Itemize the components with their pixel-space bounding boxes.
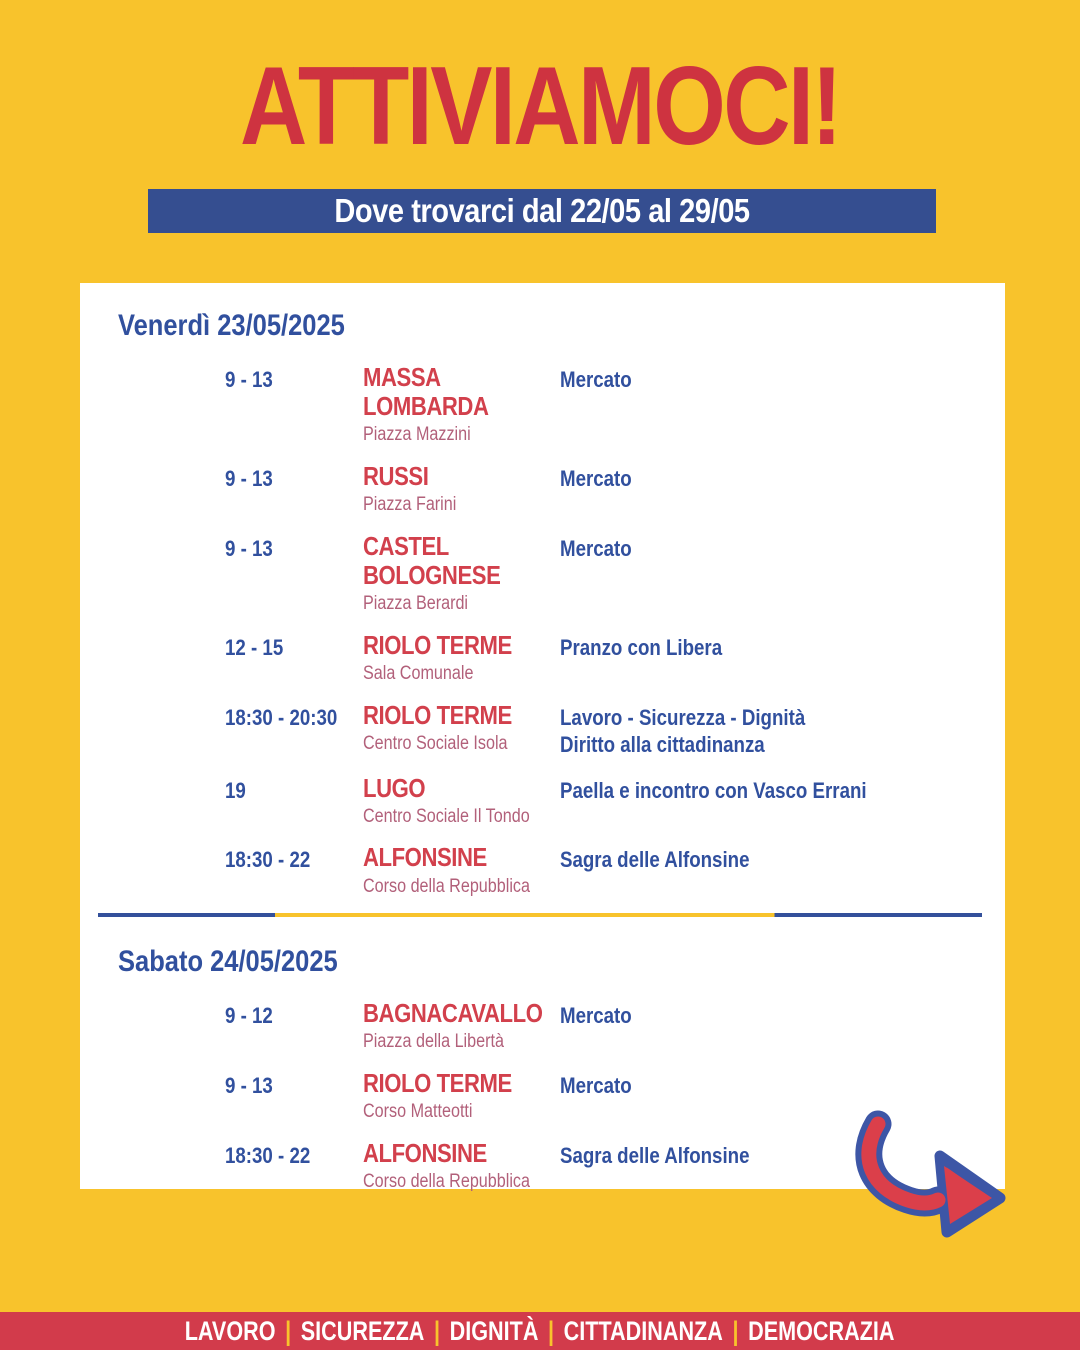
city-location: Centro Sociale Isola <box>363 732 508 754</box>
event-city <box>363 363 560 447</box>
event-city <box>363 462 560 517</box>
event-city <box>363 774 560 829</box>
event-city <box>363 532 560 616</box>
event-description-line: Mercato <box>560 535 632 561</box>
event-time: 12 - 15 <box>225 634 284 660</box>
event-time: 9 - 13 <box>225 1073 273 1099</box>
city-name: RIOLO TERME <box>363 1068 512 1099</box>
event-description-line: Paella e incontro con Vasco Errani <box>560 777 867 803</box>
city-name: ALFONSINE <box>363 1138 487 1169</box>
city-name: RIOLO TERME <box>363 699 512 730</box>
event-time: 9 - 12 <box>225 1003 273 1029</box>
event-description-line: Lavoro - Sicurezza - Dignità <box>560 704 806 730</box>
city-name: MASSA LOMBARDA <box>363 362 489 422</box>
event-description-line: Sagra delle Alfonsine <box>560 847 750 873</box>
footer-item: DIGNITÀ <box>450 1315 539 1346</box>
day-header: Sabato 24/05/2025 <box>118 945 338 979</box>
section-divider <box>98 913 982 917</box>
event-description <box>560 701 938 759</box>
event-row <box>225 631 1005 686</box>
city-location: Corso Matteotti <box>363 1101 473 1123</box>
city-location: Corso della Repubblica <box>363 1171 530 1193</box>
poster-title: ATTIVIAMOCI! <box>240 44 840 168</box>
event-description <box>560 631 938 686</box>
event-city <box>363 843 560 898</box>
city-location: Corso della Repubblica <box>363 875 530 897</box>
event-row <box>225 462 1005 517</box>
city-name: CASTEL BOLOGNESE <box>363 530 501 591</box>
event-city <box>363 1139 560 1194</box>
city-name: BAGNACAVALLO <box>363 998 543 1029</box>
event-city <box>363 631 560 686</box>
footer-separator: | <box>548 1315 555 1346</box>
event-time: 9 - 13 <box>225 367 273 392</box>
footer-bar <box>0 1312 1080 1350</box>
event-row <box>225 532 1005 616</box>
event-description-line: Diritto alla cittadinanza <box>560 731 765 757</box>
event-description <box>560 532 938 616</box>
event-city <box>363 701 560 759</box>
footer-separator: | <box>732 1315 739 1346</box>
city-name: LUGO <box>363 772 426 803</box>
footer-item: DEMOCRAZIA <box>748 1315 895 1346</box>
city-location: Piazza Farini <box>363 494 457 516</box>
subtitle-text: Dove trovarci dal 22/05 al 29/05 <box>334 192 750 229</box>
event-description-line: Mercato <box>560 1003 632 1029</box>
event-row <box>225 843 1005 898</box>
curved-arrow-icon <box>850 1110 1018 1240</box>
event-description <box>560 363 938 447</box>
subtitle-banner <box>148 189 936 233</box>
city-location: Sala Comunale <box>363 663 474 685</box>
event-description <box>560 462 938 517</box>
city-location: Piazza Mazzini <box>363 424 471 446</box>
event-description <box>560 843 938 898</box>
footer-item: CITTADINANZA <box>564 1315 724 1346</box>
day-section <box>80 309 1005 898</box>
footer-slogan <box>185 1316 895 1347</box>
event-time: 18:30 - 22 <box>225 1143 311 1169</box>
event-time: 18:30 - 22 <box>225 847 311 873</box>
event-description <box>560 999 938 1054</box>
footer-item: LAVORO <box>185 1315 276 1346</box>
event-row <box>225 701 1005 759</box>
event-time: 18:30 - 20:30 <box>225 704 338 730</box>
footer-separator: | <box>434 1315 441 1346</box>
city-location: Piazza della Libertà <box>363 1031 504 1053</box>
event-city <box>363 999 560 1054</box>
event-description <box>560 774 938 829</box>
event-description-line: Mercato <box>560 466 632 492</box>
event-time: 9 - 13 <box>225 535 273 561</box>
event-description-line: Mercato <box>560 1073 632 1099</box>
city-location: Piazza Berardi <box>363 593 469 615</box>
schedule-card <box>80 283 1005 1193</box>
days-container <box>80 309 1005 1194</box>
event-time: 9 - 13 <box>225 466 273 492</box>
footer-item: SICUREZZA <box>301 1315 425 1346</box>
event-time: 19 <box>225 777 246 803</box>
event-description-line: Sagra delle Alfonsine <box>560 1143 750 1169</box>
footer-separator: | <box>285 1315 292 1346</box>
event-row <box>225 363 1005 447</box>
event-description-line: Mercato <box>560 367 632 392</box>
event-row <box>225 774 1005 829</box>
event-description-line: Pranzo con Libera <box>560 634 723 660</box>
city-name: RUSSI <box>363 461 429 492</box>
event-row <box>225 999 1005 1054</box>
city-location: Centro Sociale Il Tondo <box>363 805 530 827</box>
day-header: Venerdì 23/05/2025 <box>118 309 345 342</box>
city-name: ALFONSINE <box>363 842 487 873</box>
city-name: RIOLO TERME <box>363 629 512 660</box>
event-city <box>363 1069 560 1124</box>
day-events <box>80 363 1005 898</box>
